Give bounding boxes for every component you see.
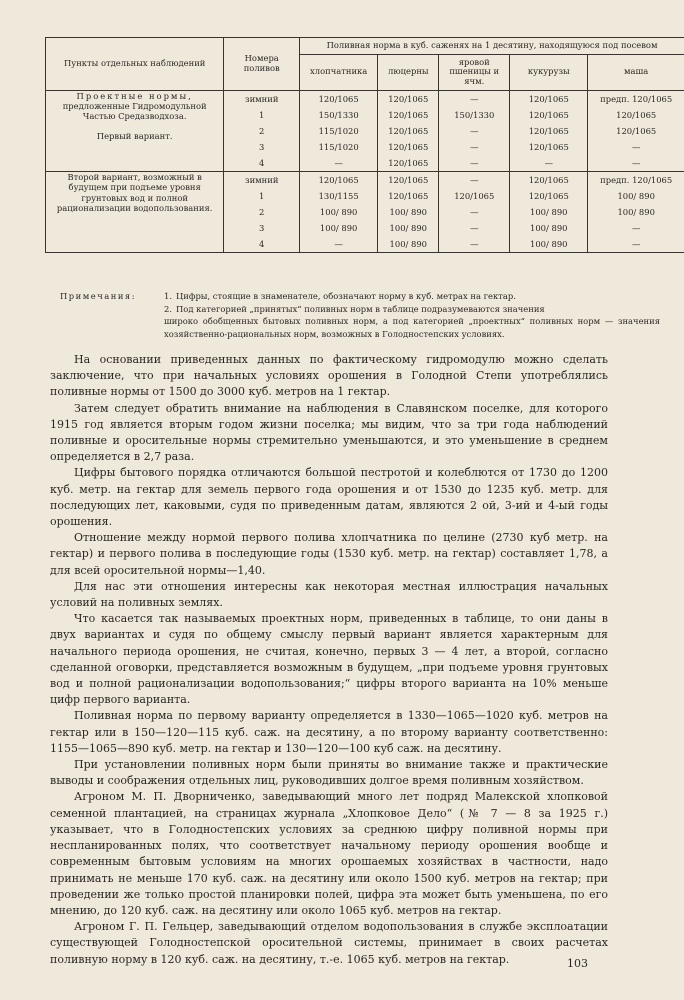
table-cell: 100/ 890 (617, 190, 655, 201)
table-cell: — (631, 141, 641, 152)
table-cell: 120/1065 (528, 141, 569, 152)
table-cell: — (631, 238, 641, 249)
table-cell: 120/1065 (528, 109, 569, 120)
table-cell: — (470, 93, 479, 104)
paragraph: Цифры бытового порядка отличаются большой пестротой и колеблются от 1730 до 1200 куб. метр. на гектар для земель первого года орошения и от 1530 до 1235 куб. метр. для последующих лет, каковыми, судя по приведенным датам, являются 2 ой, 3-ий и 4-ый годы орошения. (50, 466, 608, 529)
table-cell: 120/1065 (388, 190, 429, 201)
table-cell: 120/1065 (528, 93, 569, 104)
paragraph: Для нас эти отношения интересны как некоторая местная иллюстрация начальных условий на поливных землях. (50, 579, 608, 610)
table-cell: 100/ 890 (389, 206, 428, 217)
table-cell: 100/ 890 (530, 222, 568, 233)
group1-wheat (439, 90, 510, 171)
note-1: Цифры, стоящие в знаменателе, обозначают норму в куб. метрах на гектар. (176, 291, 516, 301)
table-cell: 4 (259, 157, 265, 168)
group1-title: Проектные нормы, (76, 90, 193, 101)
table-cell: — (470, 174, 479, 185)
table-cell: 120/1065 (528, 125, 569, 136)
note-number: 1. (164, 291, 172, 301)
table-cell: — (544, 157, 553, 168)
group1-name (46, 90, 224, 171)
table-cell: 3 (259, 222, 265, 233)
paragraph: Затем следует обратить внимание на наблюдения в Славянском поселке, для которого 1915 год является вторым годом жизни поселка; мы видим, что за три года наблюдений поливные и оросительные нормы стремительно уменьшаются, и это уменьшение в среднем определяется в 2,7 раза. (50, 401, 608, 464)
paragraph: Агроном М. П. Дворниченко, заведывающий много лет подряд Малекской хлопковой семенной плантацией, на страницах журнала „Хлопковое Дело“ (№ 7 — 8 за 1925 г.) указывает, что в Голодностепских условиях за среднюю цифру поливной нормы при неспланированных полях, что соответствует начальному периоду орошения вообще и современным бытовым условиям на многих орошаемых хозяйствах в частности, надо принимать не меньше 170 куб. саж. на десятину или около 1500 куб. метров на гектар; при проведении же только простой планировки полей, цифра эта может быть уменьшена, по его мнению, до 120 куб. саж. на десятину или около 1065 куб. метров на гектар. (50, 790, 608, 917)
header-crop-corn: кукурузы (510, 54, 588, 90)
table-cell: — (334, 238, 343, 249)
note-number: 2. (164, 303, 172, 314)
note-2-first-line: Под категорией „принятых“ поливных норм в таблице подразумеваются значения (176, 303, 545, 314)
table-cell: 120/1065 (388, 93, 429, 104)
paragraph: Агроном Г. П. Гельцер, заведывающий отделом водопользования в службе эксплоатации существующей Голодностепской оросительной системы, принимает в своих расчетах поливную норму в 120 куб. саж. на десятину, т.-е. 1065 куб. метров на гектар. (50, 920, 608, 966)
table-cell: 130/1155 (318, 190, 359, 201)
table-cell: — (470, 157, 479, 168)
note-2-continuation: широко обобщенных бытовых поливных норм, а под категорией „проектных“ поливных норм — значения хозяйственно-рациональных норм, возможных в Голодностепских условиях. (164, 316, 660, 339)
group1-corn (510, 90, 588, 171)
table-cell: — (470, 238, 479, 249)
table-cell: 120/1065 (388, 125, 429, 136)
table-cell: — (470, 222, 479, 233)
header-points: Пункты отдельных наблюдений (46, 38, 224, 91)
table-cell: 2 (259, 125, 265, 136)
group1-alfalfa (378, 90, 439, 171)
table-cell: 115/1020 (318, 125, 359, 136)
table-cell: 120/1065 (318, 93, 359, 104)
table-cell: 100/ 890 (389, 238, 428, 249)
group2-name: Второй вариант, возможный в будущем при подъеме уровня грунтовых вод и полной рационализации водопользования. (46, 171, 224, 252)
table-cell: 100/ 890 (530, 238, 568, 249)
table-notes (60, 290, 660, 340)
body-text (50, 352, 608, 968)
group1-variant: Первый вариант. (96, 130, 173, 141)
header-norm: Поливная норма в куб. саженях на 1 десятину, находящуюся под посевом (300, 38, 684, 55)
table-cell: 1 (259, 109, 265, 120)
header-crop-cotton: хлопчатника (300, 54, 378, 90)
table-cell: — (470, 206, 479, 217)
table-cell: 120/1065 (528, 174, 569, 185)
table-cell: 120/1065 (388, 157, 429, 168)
paragraph: Что касается так называемых проектных норм, приведенных в таблице, то они даны в двух вариантах и судя по общему смыслу первый вариант является характерным для начального периода орошения, не считая, конечно, первых 3 — 4 лет, а второй, согласно сделанной оговорки, представляется возможным в будущем, „при подъеме уровня грунтовых вод и полной рационализации водопользования;“ цифры второго варианта на 10% меньше цифр первого варианта. (50, 612, 608, 707)
table-cell: 100/ 890 (319, 222, 358, 233)
notes-heading: Примечания: (60, 291, 137, 301)
table-cell: 120/1065 (616, 125, 657, 136)
table-cell: 100/ 890 (617, 206, 655, 217)
group1-mash (588, 90, 684, 171)
group2-alfalfa (378, 171, 439, 252)
paragraph: На основании приведенных данных по фактическому гидромодулю можно сделать заключение, что при начальных условиях орошения в Голодной Степи употреблялись поливные нормы от 1500 до 3000 куб. метров на 1 гектар. (50, 353, 608, 399)
table-cell: 120/1065 (528, 190, 569, 201)
header-crop-mash: маша (588, 54, 684, 90)
table-cell: 4 (259, 238, 265, 249)
group1-cotton (300, 90, 378, 171)
table-cell: 115/1020 (318, 141, 359, 152)
header-crop-wheat: яровой пшеницы и ячм. (439, 54, 510, 90)
group2-mash (588, 171, 684, 252)
table-cell: 120/1065 (454, 190, 495, 201)
table-cell: зимний (245, 93, 279, 104)
table-cell: 100/ 890 (319, 206, 358, 217)
table-cell: — (470, 141, 479, 152)
header-crop-alfalfa: люцерны (378, 54, 439, 90)
irrigation-norms-table (45, 37, 684, 253)
table-cell: предп. 120/1065 (600, 93, 673, 104)
table-cell: 1 (259, 190, 265, 201)
table-cell: 2 (259, 206, 265, 217)
paragraph: Отношение между нормой первого полива хлопчатника по целине (2730 куб метр. на гектар) и первого полива в последующие годы (1530 куб. метр. на гектар) составляет 1,78, а для всей оросительной нормы—1,40. (50, 531, 608, 577)
table-cell: предп. 120/1065 (600, 174, 673, 185)
table-cell: — (631, 222, 641, 233)
group2-polivy (224, 171, 300, 252)
table-cell: 150/1330 (318, 109, 359, 120)
group1-polivy (224, 90, 300, 171)
table-cell: 100/ 890 (530, 206, 568, 217)
paragraph: Поливная норма по первому варианту определяется в 1330—1065—1020 куб. метров на гектар или в 150—120—115 куб. саж. на десятину, а по второму варианту соответственно: 1155—1065—890 куб. метр. на гектар и 130—120—100 куб саж. на десятину. (50, 709, 608, 755)
table-row (46, 171, 684, 252)
table-cell: 120/1065 (616, 109, 657, 120)
group2-corn (510, 171, 588, 252)
table-cell: — (470, 125, 479, 136)
header-numbers: Номера поливов (224, 38, 300, 91)
table-cell: 120/1065 (388, 141, 429, 152)
paragraph: При установлении поливных норм были приняты во внимание также и практические выводы и соображения отдельных лиц, руководивших долгое время поливным хозяйством. (50, 758, 608, 788)
table-cell: 120/1065 (388, 174, 429, 185)
table-cell: — (334, 157, 343, 168)
table-row (46, 90, 684, 171)
group1-subtitle: предложенные Гидромодульной Частью Средазводхоза. (62, 100, 207, 121)
table-cell: 120/1065 (318, 174, 359, 185)
table-cell: — (631, 157, 641, 168)
table-cell: зимний (245, 174, 279, 185)
group2-cotton (300, 171, 378, 252)
table-cell: 3 (259, 141, 265, 152)
table-cell: 120/1065 (388, 109, 429, 120)
table-cell: 100/ 890 (389, 222, 428, 233)
group2-wheat (439, 171, 510, 252)
page-number: 103 (567, 957, 588, 970)
table-cell: 150/1330 (454, 109, 495, 120)
